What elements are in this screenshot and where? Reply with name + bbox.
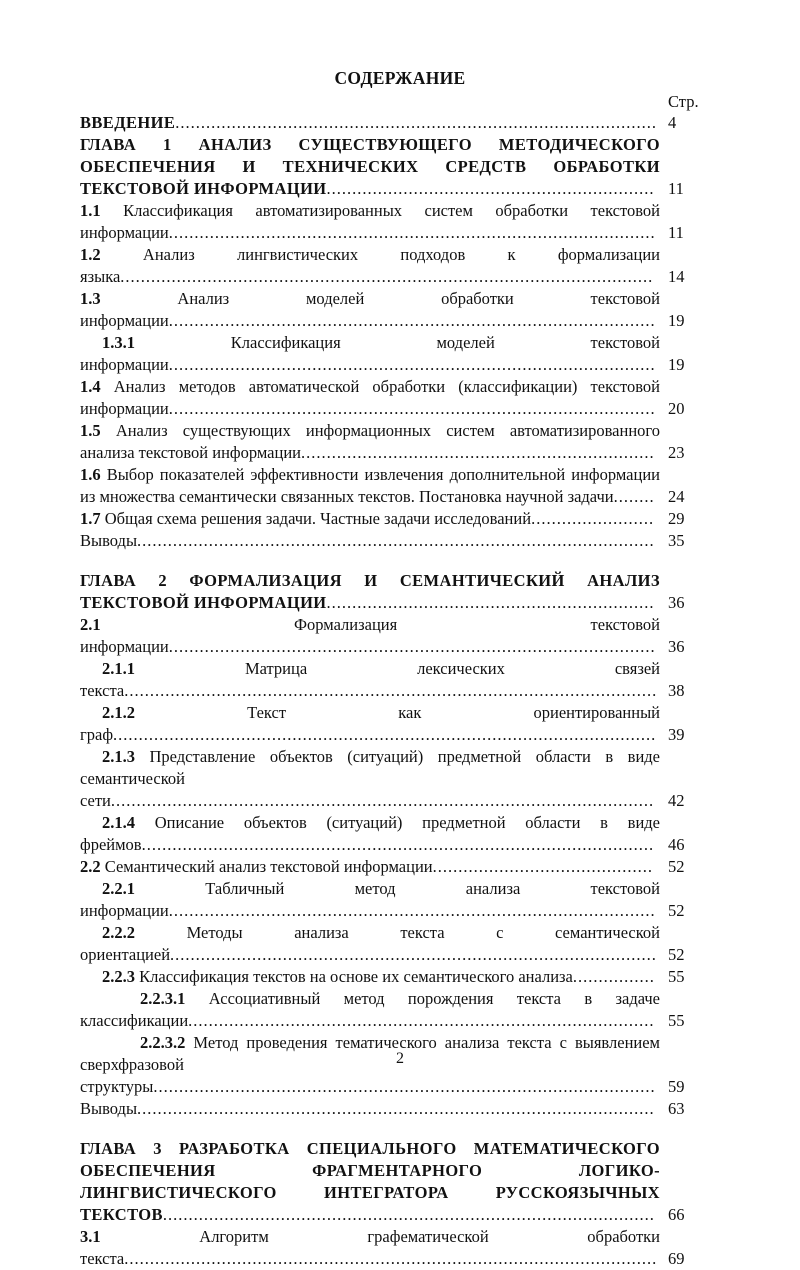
- page-title: СОДЕРЖАНИЕ: [334, 68, 466, 88]
- toc-entry[interactable]: [80, 332, 685, 376]
- toc-entry-number: 1.3: [80, 289, 101, 308]
- toc-entry[interactable]: [80, 702, 685, 746]
- toc-entry-title: АНАЛИЗ СУЩЕСТВУЮЩЕГО МЕТОДИЧЕСКОГО ОБЕСПЕЧЕНИЯ И ТЕХНИЧЕСКИХ СРЕДСТВ ОБРАБОТКИ ТЕКСТОВОЙ ИНФОРМАЦИИ: [80, 135, 661, 198]
- toc-entry-number: 2.2.2: [102, 923, 135, 942]
- toc-entry[interactable]: [80, 376, 685, 420]
- toc-entry[interactable]: [80, 878, 685, 922]
- toc-entry-title: Общая схема решения задачи. Частные задачи исследований: [104, 509, 532, 528]
- toc-leader-dots: ..........................................................................................................: [110, 791, 655, 810]
- toc-page-number: 14: [668, 267, 685, 286]
- toc-leader-dots: ................: [572, 967, 655, 986]
- toc-entry-title: Матрица лексических связей текста: [80, 659, 660, 700]
- toc-entry-title: ВВЕДЕНИЕ: [80, 113, 176, 132]
- toc-leader-dots: ...............................................................................................: [170, 945, 657, 964]
- toc-leader-dots: ...............................................................................................: [168, 223, 656, 242]
- toc-entry[interactable]: [80, 1098, 685, 1120]
- section-gap: [80, 1120, 660, 1138]
- toc-page-number: 4: [668, 113, 677, 132]
- toc-page-number: 63: [668, 1099, 685, 1118]
- toc-leader-dots: ..........................................................................................................: [113, 725, 657, 744]
- toc-entry-number: 1.6: [80, 465, 101, 484]
- toc-leader-dots: .....................................................................................................: [137, 531, 655, 550]
- toc-entry-number: ГЛАВА 3: [80, 1139, 162, 1158]
- toc-page-number: 66: [668, 1205, 685, 1224]
- toc-page-number: 46: [668, 835, 685, 854]
- toc-entry-title: Ассоциативный метод порождения текста в задаче классификации: [80, 989, 661, 1030]
- toc-page-number: 42: [668, 791, 685, 810]
- toc-chapter[interactable]: [80, 112, 677, 134]
- toc-leader-dots: ...............................................................................................: [168, 399, 656, 418]
- toc-leader-dots: ....................................................................................................: [141, 835, 655, 854]
- toc-leader-dots: ................................................................................................: [162, 1205, 655, 1224]
- toc-entry-title: Методы анализа текста с семантической ориентацией: [80, 923, 661, 964]
- page-column-label: Стр.: [668, 92, 699, 111]
- toc-entry-title: Анализ методов автоматической обработки (классификации) текстовой информации: [80, 377, 661, 418]
- toc-leader-dots: ...............................................................................................: [168, 637, 656, 656]
- toc-leader-dots: ...............................................................................................: [168, 901, 656, 920]
- toc-leader-dots: .....................................................................: [301, 443, 655, 462]
- toc-entry-number: 2.2: [80, 857, 101, 876]
- toc-entry-number: ГЛАВА 2: [80, 571, 168, 590]
- toc-entry-number: 3.1: [80, 1227, 101, 1246]
- toc-leader-dots: ........................................................................................................: [120, 267, 654, 286]
- toc-chapter[interactable]: [80, 570, 685, 614]
- toc-entry-title: Выводы: [80, 1099, 138, 1118]
- toc-entry[interactable]: [80, 1226, 685, 1270]
- toc-entry[interactable]: [80, 988, 685, 1032]
- toc-entry-title: Анализ моделей обработки текстовой информации: [80, 289, 661, 330]
- toc-leader-dots: ........................................................................................................: [124, 681, 658, 700]
- toc-entry-title: Анализ существующих информационных систем автоматизированного анализа текстовой информации: [80, 421, 660, 462]
- toc-entry[interactable]: [80, 508, 685, 530]
- toc-page-number: 36: [668, 637, 685, 656]
- toc-entry[interactable]: [80, 464, 685, 508]
- toc-entry-number: 1.4: [80, 377, 101, 396]
- toc-entry-number: 2.2.3.2: [140, 1033, 186, 1052]
- toc-chapter[interactable]: [80, 134, 684, 200]
- toc-entry-title: РАЗРАБОТКА СПЕЦИАЛЬНОГО МАТЕМАТИЧЕСКОГО ОБЕСПЕЧЕНИЯ ФРАГМЕНТАРНОГО ЛОГИКО-ЛИНГВИСТИЧЕСКОГО ИНТЕГРАТОРА РУССКОЯЗЫЧНЫХ ТЕКСТОВ: [80, 1139, 661, 1224]
- toc-page-number: 36: [668, 593, 685, 612]
- toc-entry-title: Классификация автоматизированных систем обработки текстовой информации: [80, 201, 661, 242]
- toc-entry-title: Семантический анализ текстовой информации: [104, 857, 433, 876]
- toc-entry[interactable]: [80, 420, 685, 464]
- page-number: 2: [396, 1050, 404, 1067]
- toc-leader-dots: ...............................................................................................: [168, 311, 656, 330]
- toc-page-number: 69: [668, 1249, 685, 1268]
- toc-entry-title: Анализ лингвистических подходов к формализации языка: [80, 245, 660, 286]
- toc-entry-number: 2.1.3: [102, 747, 135, 766]
- toc-entry-number: 1.1: [80, 201, 101, 220]
- toc-leader-dots: ................................................................: [326, 593, 655, 612]
- toc-entry[interactable]: [80, 614, 685, 658]
- toc-page-number: 35: [668, 531, 685, 550]
- toc-leader-dots: .....................................................................................................: [137, 1099, 655, 1118]
- toc-entry-number: 2.1.4: [102, 813, 135, 832]
- toc-entry-title: Формализация текстовой информации: [80, 615, 661, 656]
- toc-entry[interactable]: [80, 288, 685, 332]
- toc-entry[interactable]: [80, 922, 685, 966]
- toc-page-number: 29: [668, 509, 685, 528]
- toc-chapter[interactable]: [80, 1138, 685, 1226]
- toc-entry-number: 2.2.3.1: [140, 989, 186, 1008]
- toc-page-number: 38: [668, 681, 685, 700]
- toc-page-number: 24: [668, 487, 685, 506]
- toc-leader-dots: ...........................................................................................: [188, 1011, 655, 1030]
- toc-page-number: 52: [668, 945, 685, 964]
- toc-entry[interactable]: [80, 856, 685, 878]
- toc-entry-title: Описание объектов (ситуаций) предметной области в виде фреймов: [80, 813, 660, 854]
- toc-entry-title: Алгоритм графематической обработки текста: [80, 1227, 661, 1268]
- toc-entry-title: Классификация текстов на основе их семантического анализа: [139, 967, 573, 986]
- toc-entry-title: Метод проведения тематического анализа текста с выявлением сверхфразовой структуры: [80, 1033, 660, 1096]
- table-of-contents: [80, 112, 685, 1270]
- toc-page-number: 23: [668, 443, 685, 462]
- toc-page-number: 59: [668, 1077, 685, 1096]
- toc-entry[interactable]: [80, 200, 684, 244]
- toc-leader-dots: ...........................................: [432, 857, 653, 876]
- toc-entry-number: 1.7: [80, 509, 101, 528]
- toc-entry[interactable]: [80, 658, 685, 702]
- toc-page-number: 19: [668, 311, 685, 330]
- toc-entry-title: Классификация моделей текстовой информации: [80, 333, 661, 374]
- toc-page-number: 52: [668, 857, 685, 876]
- toc-entry-title: Выводы: [80, 531, 138, 550]
- toc-entry-number: 1.3.1: [102, 333, 135, 352]
- toc-entry[interactable]: [80, 530, 685, 552]
- toc-page-number: 11: [668, 179, 684, 198]
- toc-entry-number: ГЛАВА 1: [80, 135, 172, 154]
- toc-entry[interactable]: [80, 966, 685, 988]
- toc-leader-dots: ................................................................: [326, 179, 655, 198]
- toc-page-number: 55: [668, 967, 685, 986]
- toc-entry-title: Текст как ориентированный граф: [80, 703, 660, 744]
- toc-leader-dots: ........................: [531, 509, 655, 528]
- toc-leader-dots: ...............................................................................................: [168, 355, 656, 374]
- toc-leader-dots: ........................................................................................................: [124, 1249, 658, 1268]
- toc-page-number: 55: [668, 1011, 685, 1030]
- toc-page-number: 11: [668, 223, 684, 242]
- toc-entry[interactable]: [80, 244, 685, 288]
- toc-entry-title: Представление объектов (ситуаций) предметной области в виде семантической сети: [80, 747, 660, 810]
- toc-leader-dots: ..................................................................................................: [153, 1077, 656, 1096]
- toc-page-number: 39: [668, 725, 685, 744]
- toc-entry-number: 1.2: [80, 245, 101, 264]
- toc-page-number: 20: [668, 399, 685, 418]
- toc-leader-dots: ..............................................................................................: [175, 113, 657, 132]
- toc-entry-number: 1.5: [80, 421, 101, 440]
- toc-entry-number: 2.2.3: [102, 967, 135, 986]
- toc-entry-number: 2.2.1: [102, 879, 135, 898]
- toc-leader-dots: ........: [613, 487, 655, 506]
- toc-entry-number: 2.1.2: [102, 703, 135, 722]
- toc-entry[interactable]: [80, 746, 685, 812]
- section-gap: [80, 552, 660, 570]
- toc-entry-title: ФОРМАЛИЗАЦИЯ И СЕМАНТИЧЕСКИЙ АНАЛИЗ ТЕКСТОВОЙ ИНФОРМАЦИИ: [80, 571, 660, 612]
- toc-entry-number: 2.1.1: [102, 659, 135, 678]
- toc-entry-title: Выбор показателей эффективности извлечения дополнительной информации из множества семантически связанных текстов. Постановка научной задачи: [80, 465, 660, 506]
- toc-page-number: 19: [668, 355, 685, 374]
- toc-entry[interactable]: [80, 812, 685, 856]
- toc-entry-number: 2.1: [80, 615, 101, 634]
- toc-entry-title: Табличный метод анализа текстовой информации: [80, 879, 660, 920]
- toc-page-number: 52: [668, 901, 685, 920]
